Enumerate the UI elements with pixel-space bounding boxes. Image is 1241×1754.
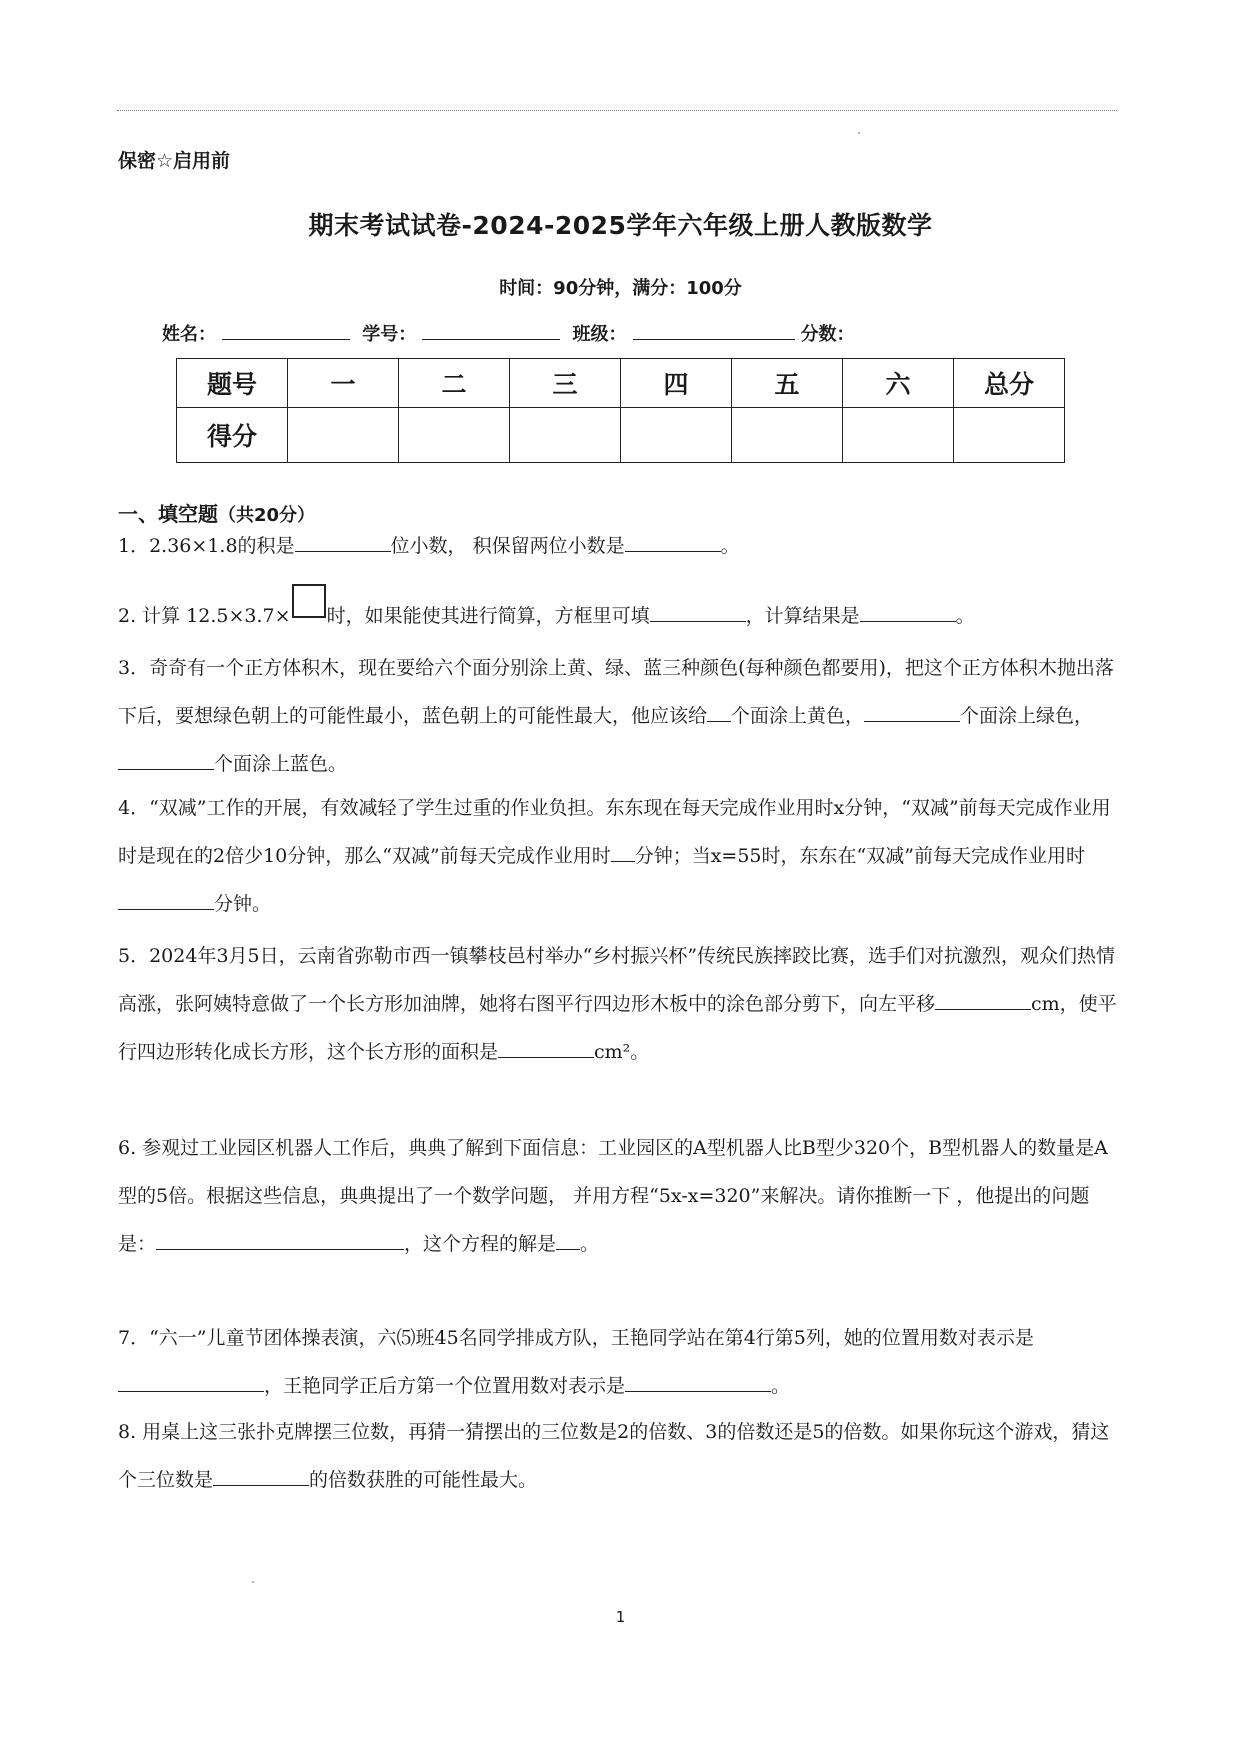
question-2 bbox=[118, 584, 1118, 640]
q3-text: 个面涂上蓝色。 bbox=[214, 753, 348, 775]
answer-blank[interactable] bbox=[650, 599, 746, 622]
q8-text: 的倍数获胜的可能性最大。 bbox=[309, 1469, 538, 1491]
q5-text: cm，使平行四边形转化成长方形，这个长方形的面积是 bbox=[118, 993, 1117, 1063]
name-blank[interactable] bbox=[222, 321, 350, 340]
answer-blank[interactable] bbox=[498, 1035, 594, 1058]
score-cell[interactable] bbox=[621, 408, 732, 463]
q4-text: 分钟。 bbox=[214, 893, 272, 915]
score-cell[interactable] bbox=[399, 408, 510, 463]
exam-title: 期末考试试卷-2024-2025学年六年级上册人教版数学 bbox=[308, 211, 933, 240]
q6-text: 6. 参观过工业园区机器人工作后，典典了解到下面信息：工业园区的A型机器人比B型少320个，B型机器人的数量是A型的5倍。根据这些信息，典典提出了一个数学问题， 并用方程“5x-x=320”来解决。请你推断一下 ，他提出的问题是： bbox=[118, 1137, 1108, 1255]
answer-blank[interactable] bbox=[864, 699, 960, 722]
question-4 bbox=[118, 784, 1118, 928]
class-blank[interactable] bbox=[633, 321, 795, 340]
id-blank[interactable] bbox=[422, 321, 560, 340]
q7-text: ，王艳同学正后方第一个位置用数对表示是 bbox=[264, 1375, 626, 1397]
answer-blank[interactable] bbox=[707, 699, 731, 722]
exam-meta: 时间：90分钟，满分：100分 bbox=[499, 278, 742, 299]
q5-text: cm²。 bbox=[594, 1041, 650, 1063]
score-header-cell: 二 bbox=[399, 359, 510, 408]
score-cell[interactable] bbox=[288, 408, 399, 463]
score-table-header-row bbox=[177, 359, 1065, 408]
q8-text: 8. 用桌上这三张扑克牌摆三位数，再猜一猜摆出的三位数是2的倍数、3的倍数还是5的倍数。如果你玩这个游戏，猜这个三位数是 bbox=[118, 1421, 1110, 1491]
score-table bbox=[176, 358, 1065, 463]
score-header-cell: 三 bbox=[510, 359, 621, 408]
score-header-cell: 六 bbox=[843, 359, 954, 408]
section-points: （共20分） bbox=[218, 505, 316, 526]
q4-text: 分钟；当x=55时，东东在“双减”前每天完成作业用时 bbox=[634, 845, 1085, 867]
q3-text: 个面涂上绿色， bbox=[960, 705, 1094, 727]
q2-text: ，计算结果是 bbox=[745, 605, 860, 627]
answer-blank[interactable] bbox=[611, 839, 635, 862]
id-label: 学号： bbox=[362, 324, 417, 345]
q4-text: 4．“双减”工作的开展，有效减轻了学生过重的作业负担。东东现在每天完成作业用时x分钟，“双减”前每天完成作业用时是现在的2倍少10分钟，那么“双减”前每天完成作业用时 bbox=[118, 797, 1111, 867]
score-cell[interactable] bbox=[732, 408, 843, 463]
score-row-label: 得分 bbox=[177, 408, 288, 463]
score-header-cell: 总分 bbox=[954, 359, 1065, 408]
score-cell[interactable] bbox=[510, 408, 621, 463]
answer-blank[interactable] bbox=[156, 1227, 404, 1250]
score-header-cell: 题号 bbox=[177, 359, 288, 408]
fill-box[interactable] bbox=[292, 584, 326, 618]
answer-blank[interactable] bbox=[625, 1369, 771, 1392]
score-cell[interactable] bbox=[954, 408, 1065, 463]
question-7 bbox=[118, 1314, 1118, 1410]
confidential-label: 保密☆启用前 bbox=[118, 150, 231, 172]
answer-blank[interactable] bbox=[118, 1369, 264, 1392]
score-header-cell: 五 bbox=[732, 359, 843, 408]
question-6 bbox=[118, 1124, 1118, 1268]
score-header-cell: 四 bbox=[621, 359, 732, 408]
q3-text: 个面涂上黄色， bbox=[731, 705, 865, 727]
speck bbox=[252, 1581, 254, 1583]
q1-text: 。 bbox=[720, 535, 740, 557]
score-cell[interactable] bbox=[843, 408, 954, 463]
answer-blank[interactable] bbox=[118, 887, 214, 910]
header-divider bbox=[117, 110, 1117, 111]
section-title: 一、填空题 bbox=[118, 502, 218, 526]
student-info-row bbox=[162, 320, 855, 346]
question-3 bbox=[118, 644, 1118, 788]
q2-text: 时，如果能使其进行简算，方框里可填 bbox=[326, 605, 650, 627]
answer-blank[interactable] bbox=[213, 1463, 309, 1486]
q1-text: 位小数， 积保留两位小数是 bbox=[390, 535, 625, 557]
name-label: 姓名： bbox=[162, 324, 216, 345]
answer-blank[interactable] bbox=[556, 1227, 580, 1250]
q7-text: 。 bbox=[771, 1375, 791, 1397]
question-1 bbox=[118, 522, 1118, 570]
answer-blank[interactable] bbox=[118, 747, 214, 770]
answer-blank[interactable] bbox=[935, 987, 1031, 1010]
question-5 bbox=[118, 932, 1118, 1076]
score-header-cell: 一 bbox=[288, 359, 399, 408]
speck bbox=[858, 132, 860, 134]
q5-text: 5．2024年3月5日，云南省弥勒市西一镇攀枝邑村举办“乡村振兴杯”传统民族摔跤比赛，选手们对抗激烈，观众们热情高涨，张阿姨特意做了一个长方形加油牌，她将右图平行四边形木板中的涂色部分剪下，向左平移 bbox=[118, 945, 1116, 1015]
answer-blank[interactable] bbox=[860, 599, 956, 622]
q6-text: 。 bbox=[580, 1233, 600, 1255]
page-number: 1 bbox=[615, 1608, 626, 1626]
q2-text: 2. 计算 12.5×3.7× bbox=[118, 605, 291, 627]
score-label: 分数： bbox=[800, 324, 855, 345]
question-8 bbox=[118, 1408, 1118, 1504]
q2-text: 。 bbox=[955, 605, 975, 627]
q6-text: ，这个方程的解是 bbox=[404, 1233, 557, 1255]
q3-text: 3．奇奇有一个正方体积木，现在要给六个面分别涂上黄、绿、蓝三种颜色(每种颜色都要用)，把这个正方体积木抛出落下后，要想绿色朝上的可能性最小，蓝色朝上的可能性最大，他应该给 bbox=[118, 657, 1114, 727]
score-table-score-row bbox=[177, 408, 1065, 463]
q1-text: 1．2.36×1.8的积是 bbox=[118, 535, 295, 557]
q7-text: 7．“六一”儿童节团体操表演，六⑸班45名同学排成方队，王艳同学站在第4行第5列，她的位置用数对表示是 bbox=[118, 1327, 1034, 1349]
class-label: 班级： bbox=[572, 324, 627, 345]
answer-blank[interactable] bbox=[625, 529, 721, 552]
answer-blank[interactable] bbox=[295, 529, 391, 552]
